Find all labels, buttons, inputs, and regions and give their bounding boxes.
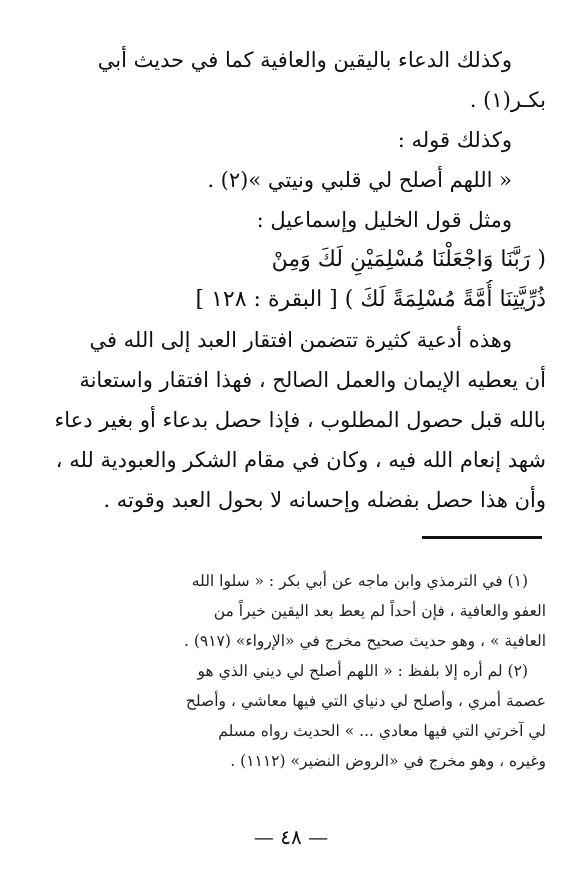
body-line: وأن هذا حصل بفضله وإحسانه لا بحول العبد وقوته .	[103, 488, 546, 512]
body-line: أن يعطيه الإيمان والعمل الصالح ، فهذا افتقار واستعانة	[79, 368, 546, 392]
body-line: ومثل قول الخليل وإسماعيل :	[256, 208, 512, 232]
footnotes	[26, 566, 546, 776]
quran-verse-line: ( رَبَّنَا وَاجْعَلْنَا مُسْلِمَيْنِ لَكَ وَمِنْ	[271, 247, 546, 272]
body-line: بالله قبل حصول المطلوب ، فإذا حصل بدعاء أو بغير دعاء	[54, 408, 546, 432]
footnote-separator	[422, 536, 542, 539]
footnote-line: وغيره ، وهو مخرج في «الروض النضير» (١١١٢) .	[230, 752, 546, 770]
body-line: وكذلك الدعاء باليقين والعافية كما في حديث أبي	[97, 48, 512, 72]
footnote-line: العفو والعافية ، فإن أحداً لم يعط بعد اليقين خيراً من	[213, 602, 546, 620]
body-line: وهذه أدعية كثيرة تتضمن افتقار العبد إلى الله في	[89, 328, 512, 352]
body-line: وكذلك قوله :	[397, 128, 512, 152]
hadith-quote: « اللهم أصلح لي قلبي ونيتي »(٢) .	[207, 168, 512, 192]
body-line: بكـر(١) .	[469, 88, 546, 112]
footnote-line: العافية » ، وهو حديث صحيح مخرج في «الإرواء» (٩١٧) .	[183, 632, 546, 650]
main-text	[26, 40, 546, 520]
footnote-line: (١) في الترمذي وابن ماجه عن أبي بكر : « سلوا الله	[191, 572, 528, 590]
footnote-line: (٢) لم أره إلا بلفظ : « اللهم أصلح لي ديني الذي هو	[197, 662, 528, 680]
body-line: شهد إنعام الله فيه ، وكان في مقام الشكر والعبودية لله ،	[55, 448, 546, 472]
page-number: — ٤٨ —	[253, 825, 329, 849]
footnote-line: عصمة أمري ، وأصلح لي دنياي التي فيها معاشي ، وأصلح	[185, 692, 546, 710]
footnote-line: لي آخرتي التي فيها معادي ... » الحديث رواه مسلم	[218, 722, 546, 740]
quran-verse-line: ذُرِّيَّتِنَا أُمَّةً مُسْلِمَةً لَكَ ) [ البقرة : ١٢٨ ]	[195, 287, 546, 312]
